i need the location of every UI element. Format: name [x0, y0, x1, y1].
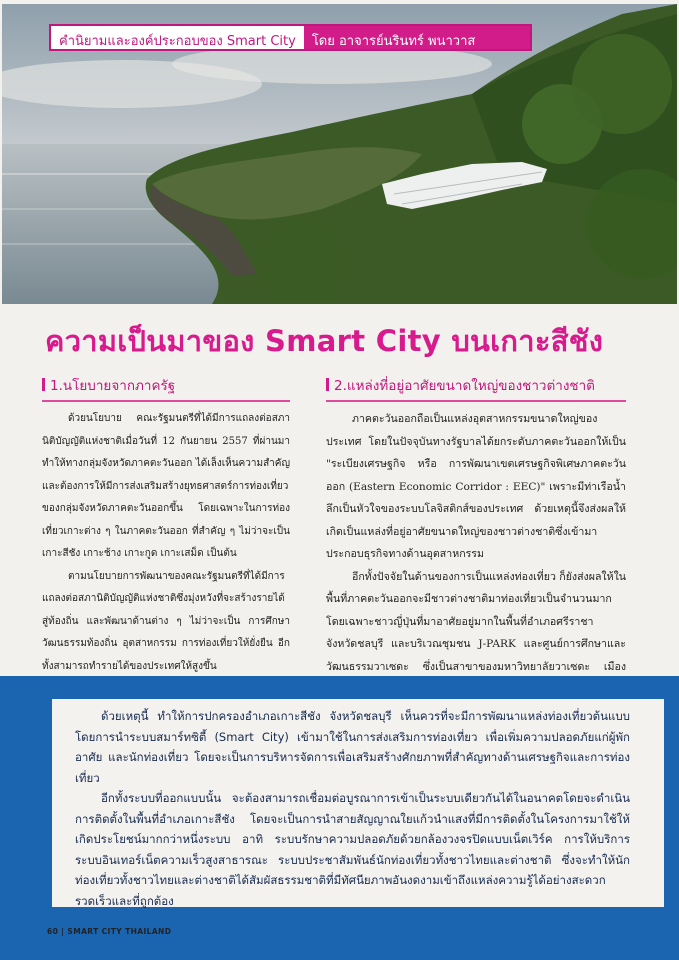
right-paragraph-1: ภาคตะวันออกถือเป็นแหล่งอุตสาหกรรมขนาดใหญ่ของประเทศ โดยในปัจจุบันทางรัฐบาลได้ยกระดับภาคตะวันออกให้เป็น "ระเบียงเศรษฐกิจ หรือ การพัฒนาเขตเศรษฐกิจพิเศษภาคตะวันออก (Eastern Economic Corridor : EEC)" เพราะมีท่าเรือน้ำลึกเป็นหัวใจของระบบโลจิสติกส์ของประเทศ ด้วยเหตุนี้จึงส่งผลให้เกิดเป็นแหล่งที่อยู่อาศัยขนาดใหญ่ของชาวต่างชาติซึ่งเข้ามาประกอบธุรกิจทางด้านอุตสาหกรรม: [326, 413, 626, 560]
header-author: โดย อาจารย์นรินทร์ พนาวาส: [304, 26, 530, 49]
article-header-bar: [49, 24, 532, 51]
heading-marker-icon: [326, 378, 329, 391]
right-column-heading: [326, 374, 626, 402]
highlight-paragraph-2: อีกทั้งระบบที่ออกแบบนั้น จะต้องสามารถเชื่อมต่อบูรณาการเข้าเป็นระบบเดียวกันได้ในอนาคตโดยจะดำเนินการติดตั้งในพื้นที่อำเภอเกาะสีชัง โดยจะเป็นการนำสายสัญญาณใยแก้วนำแสงที่มีการติดตั้งในโครงการมาใช้ให้เกิดประโยชน์มากกว่าหนึ่งระบบ อาทิ ระบบรักษาความปลอดภัยด้วยกล้องวงจรปิดแบบเน็ตเวิร์ค การให้บริการระบบอินเทอร์เน็ตความเร็วสูงสาธารณะ ระบบประชาสัมพันธ์นักท่องเที่ยวทั้งชาวไทยและต่างชาติ ซึ่งจะทำให้นักท่องเที่ยวทั้งชาวไทยและต่างชาติได้สัมผัสธรรมชาติที่มีทัศนียภาพอันงดงามเข้าถึงแหล่งความรู้ได้อย่างสะดวกรวดเร็วและที่ถูกต้อง: [75, 791, 630, 908]
highlight-box: [0, 676, 679, 960]
left-heading-text: 1.นโยบายจากภาครัฐ: [50, 378, 176, 394]
right-column: [326, 374, 626, 701]
header-section-title: คำนิยามและองค์ประกอบของ Smart City: [59, 34, 296, 49]
page-footer: 60 | SMART CITY THAILAND: [47, 927, 172, 936]
left-paragraph-1: ด้วยนโยบาย คณะรัฐมนตรีที่ได้มีการแถลงต่อสภานิติบัญญัติแห่งชาติเมื่อวันที่ 12 กันยายน 2557 ที่ผ่านมา ทำให้ทางกลุ่มจังหวัดภาคตะวันออก ได้เล็งเห็นความสำคัญและต้องการให้มีการส่งเสริมสร้างยุทธศาสตร์การท่องเที่ยวของกลุ่มจังหวัดภาคตะวันออกขึ้น โดยเฉพาะในการท่องเที่ยวเกาะต่าง ๆ ในภาคตะวันออก ที่สำคัญ ๆ ไม่ว่าจะเป็น เกาะสีชัง เกาะช้าง เกาะกูด เกาะเสม็ด เป็นต้น: [42, 413, 290, 559]
right-heading-text: 2.แหล่งที่อยู่อาศัยขนาดใหญ่ของชาวต่างชาติ: [334, 378, 595, 394]
highlight-paragraph-1: ด้วยเหตุนี้ ทำให้การปกครองอำเภอเกาะสีชัง จังหวัดชลบุรี เห็นควรที่จะมีการพัฒนาแหล่งท่องเที่ยวต้นแบบ โดยการนำระบบสมาร์ทซิตี้ (Smart City) เข้ามาใช้ในการส่งเสริมการท่องเที่ยว เพื่อเพิ่มความปลอดภัยแก่ผู้พักอาศัย และนักท่องเที่ยว โดยจะเป็นการบริหารจัดการเพื่อเสริมสร้างศักยภาพที่สำคัญทางด้านเศรษฐกิจและการท่องเที่ยว: [75, 709, 630, 785]
left-paragraph-2: ตามนโยบายการพัฒนาของคณะรัฐมนตรีที่ได้มีการแถลงต่อสภานิติบัญญัติแห่งชาติซึ่งมุ่งหวังที่จะสร้างรายได้สู่ท้องถิ่น และพัฒนาด้านต่าง ๆ ไม่ว่าจะเป็น การศึกษา วัฒนธรรมท้องถิ่น อุตสาหกรรม การท่องเที่ยวให้ยั่งยืน อีกทั้งสามารถทำรายได้ของประเทศให้สูงขึ้น: [42, 570, 290, 672]
highlight-text: [75, 706, 630, 911]
left-column-heading: [42, 374, 290, 402]
article-headline: ความเป็นมาของ Smart City บนเกาะสีชัง: [45, 324, 604, 358]
left-column: [42, 374, 290, 678]
heading-marker-icon: [42, 378, 45, 391]
right-paragraph-2: อีกทั้งปัจจัยในด้านของการเป็นแหล่งท่องเที่ยว ก็ยังส่งผลให้ในพื้นที่ภาคตะวันออกจะมีชาวต่างชาติมาท่องเที่ยวเป็นจำนวนมาก โดยเฉพาะชาวญี่ปุ่นที่มาอาศัยอยู่มากในพื้นที่อำเภอศรีราชา จังหวัดชลบุรี และบริเวณชุมชน J-PARK และศูนย์การศึกษาและวัฒนธรรมวาเซดะ ซึ่งเป็นสาขาของมหาวิทยาลัยวาเซดะ เมือง: [326, 570, 627, 673]
